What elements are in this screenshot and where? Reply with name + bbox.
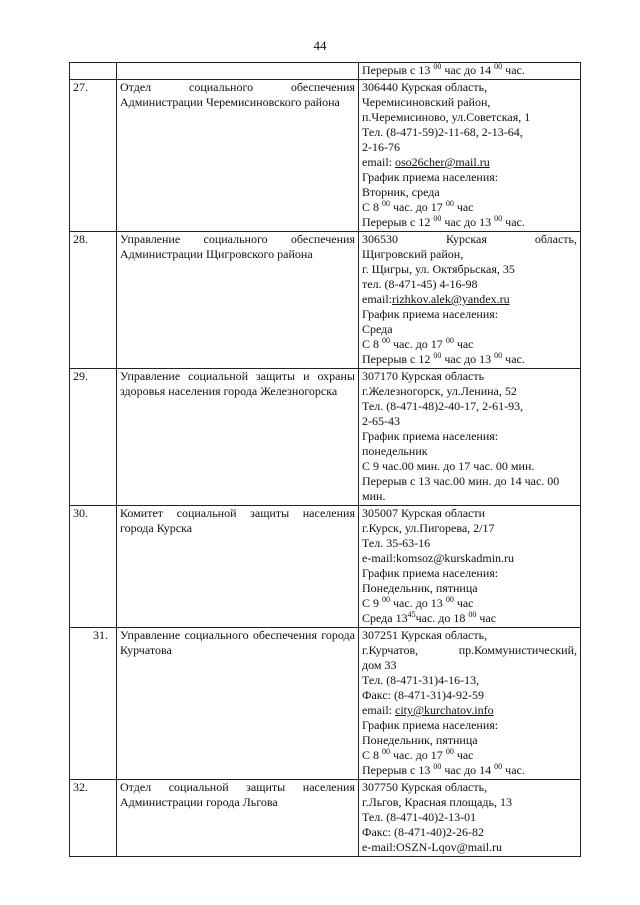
contact-line: 306530 Курская область,: [362, 232, 577, 246]
organization-name: Управление социального обеспечения Администрации Щигровского района: [117, 232, 359, 369]
row-number: 32.: [70, 780, 117, 857]
social-services-table: [69, 62, 581, 857]
organization-name: Управление социального обеспечения города Курчатова: [117, 628, 359, 780]
organization-name: Отдел социальной защиты населения Администрации города Льгова: [117, 780, 359, 857]
contact-line: г.Железногорск, ул.Ленина, 52: [362, 384, 517, 398]
contact-line: Понедельник, пятница: [362, 581, 478, 595]
contact-line: г.Курчатов, пр.Коммунистический,: [362, 643, 577, 657]
contact-line: г. Щигры, ул. Октябрьская, 35: [362, 262, 515, 276]
email-link[interactable]: city@kurchatov.info: [395, 703, 494, 717]
row-number: 30.: [70, 506, 117, 628]
row-number: 28.: [70, 232, 117, 369]
contact-line: 305007 Курская области: [362, 506, 486, 520]
organization-name: Управление социальной защиты и охраны здоровья населения города Железногорска: [117, 369, 359, 506]
contact-line: С 9 $^{00}$ час. до 13 $^{00}$ час: [362, 595, 474, 610]
table-row: [70, 80, 581, 232]
table-body: [70, 63, 581, 857]
contact-line: С 9 час.00 мин. до 17 час. 00 мин.: [362, 459, 535, 473]
contact-line: email: city@kurchatov.info: [362, 703, 494, 717]
contact-info: [359, 506, 581, 628]
organization-name: Комитет социальной защиты населения города Курска: [117, 506, 359, 628]
contact-line: График приема населения:: [362, 170, 499, 184]
contact-line: Тел. (8-471-59)2-11-68, 2-13-64,: [362, 125, 523, 139]
contact-line: Понедельник, пятница: [362, 733, 478, 747]
contact-line: Тел. (8-471-31)4-16-13,: [362, 673, 480, 687]
contact-line: График приема населения:: [362, 566, 499, 580]
contact-info: [359, 628, 581, 780]
contact-line: Перерыв с 12 $^{00}$ час до 13 $^{00}$ час.: [362, 214, 525, 229]
contact-line: Перерыв с 12 $^{00}$ час до 13 $^{00}$ час.: [362, 351, 525, 366]
contact-line: тел. (8-471-45) 4-16-98: [362, 277, 478, 291]
contact-line: г.Курск, ул.Пигорева, 2/17: [362, 521, 495, 535]
table-row: [70, 780, 581, 857]
contact-info: [359, 232, 581, 369]
contact-line: Тел. (8-471-40)2-13-01: [362, 810, 477, 824]
contact-line: п.Черемисиново, ул.Советская, 1: [362, 110, 531, 124]
contact-line: e-mail:OSZN-Lqov@mail.ru: [362, 840, 503, 854]
contact-line: График приема населения:: [362, 307, 499, 321]
organization-name: Отдел социального обеспечения Администрации Черемисиновского района: [117, 80, 359, 232]
contact-line: Щигровский район,: [362, 247, 464, 261]
contact-line: С 8 $^{00}$ час. до 17 $^{00}$ час: [362, 747, 474, 762]
row-number: 31.: [70, 628, 117, 780]
contact-line: Черемисиновский район,: [362, 95, 491, 109]
table-row: [70, 628, 581, 780]
page-number: 44: [313, 38, 327, 53]
row-number: [70, 63, 117, 80]
table-row: [70, 232, 581, 369]
contact-line: email: oso26cher@mail.ru: [362, 155, 490, 169]
contact-line: Тел. (8-471-48)2-40-17, 2-61-93,: [362, 399, 524, 413]
organization-name: [117, 63, 359, 80]
row-number: 27.: [70, 80, 117, 232]
contact-line: 2-16-76: [362, 140, 400, 154]
table-row: [70, 369, 581, 506]
contact-line: 307750 Курская область,: [362, 780, 488, 794]
contact-line: Перерыв с 13 час.00 мин. до 14 час. 00 мин.: [362, 474, 560, 503]
contact-line: 307251 Курская область,: [362, 628, 488, 642]
contact-line: Факс: (8-471-31)4-92-59: [362, 688, 484, 702]
contact-line: дом 33: [362, 658, 397, 672]
contact-line: Перерыв с 13 $^{00}$ час до 14 $^{00}$ час.: [362, 62, 525, 77]
contact-line: Среда $13^{45}час$. до 18 $^{00}$ час: [362, 610, 497, 625]
contact-line: Вторник, среда: [362, 185, 440, 199]
contact-line: e-mail:komsoz@kurskadmin.ru: [362, 551, 515, 565]
email-link[interactable]: rizhkov.alek@yandex.ru: [392, 292, 510, 306]
table-row: [70, 63, 581, 80]
contact-line: С 8 $^{00}$ час. до 17 $^{00}$ час: [362, 199, 474, 214]
contact-line: Перерыв с 13 $^{00}$ час до 14 $^{00}$ час.: [362, 762, 525, 777]
contact-line: График приема населения:: [362, 718, 499, 732]
contact-info: [359, 80, 581, 232]
contact-line: 2-65-43: [362, 414, 400, 428]
contact-info: [359, 369, 581, 506]
table-row: [70, 506, 581, 628]
contact-info: [359, 63, 581, 80]
contact-line: г.Льгов, Красная площадь, 13: [362, 795, 512, 809]
contact-line: Среда: [362, 322, 393, 336]
contact-line: Тел. 35-63-16: [362, 536, 431, 550]
contact-line: С 8 $^{00}$ час. до 17 $^{00}$ час: [362, 336, 474, 351]
contact-line: email:rizhkov.alek@yandex.ru: [362, 292, 510, 306]
contact-line: График приема населения:: [362, 429, 499, 443]
contact-line: 307170 Курская область: [362, 369, 485, 383]
row-number: 29.: [70, 369, 117, 506]
contact-line: Факс: (8-471-40)2-26-82: [362, 825, 484, 839]
contact-line: понедельник: [362, 444, 428, 458]
contact-info: [359, 780, 581, 857]
contact-line: 306440 Курская область,: [362, 80, 488, 94]
email-link[interactable]: oso26cher@mail.ru: [395, 155, 490, 169]
